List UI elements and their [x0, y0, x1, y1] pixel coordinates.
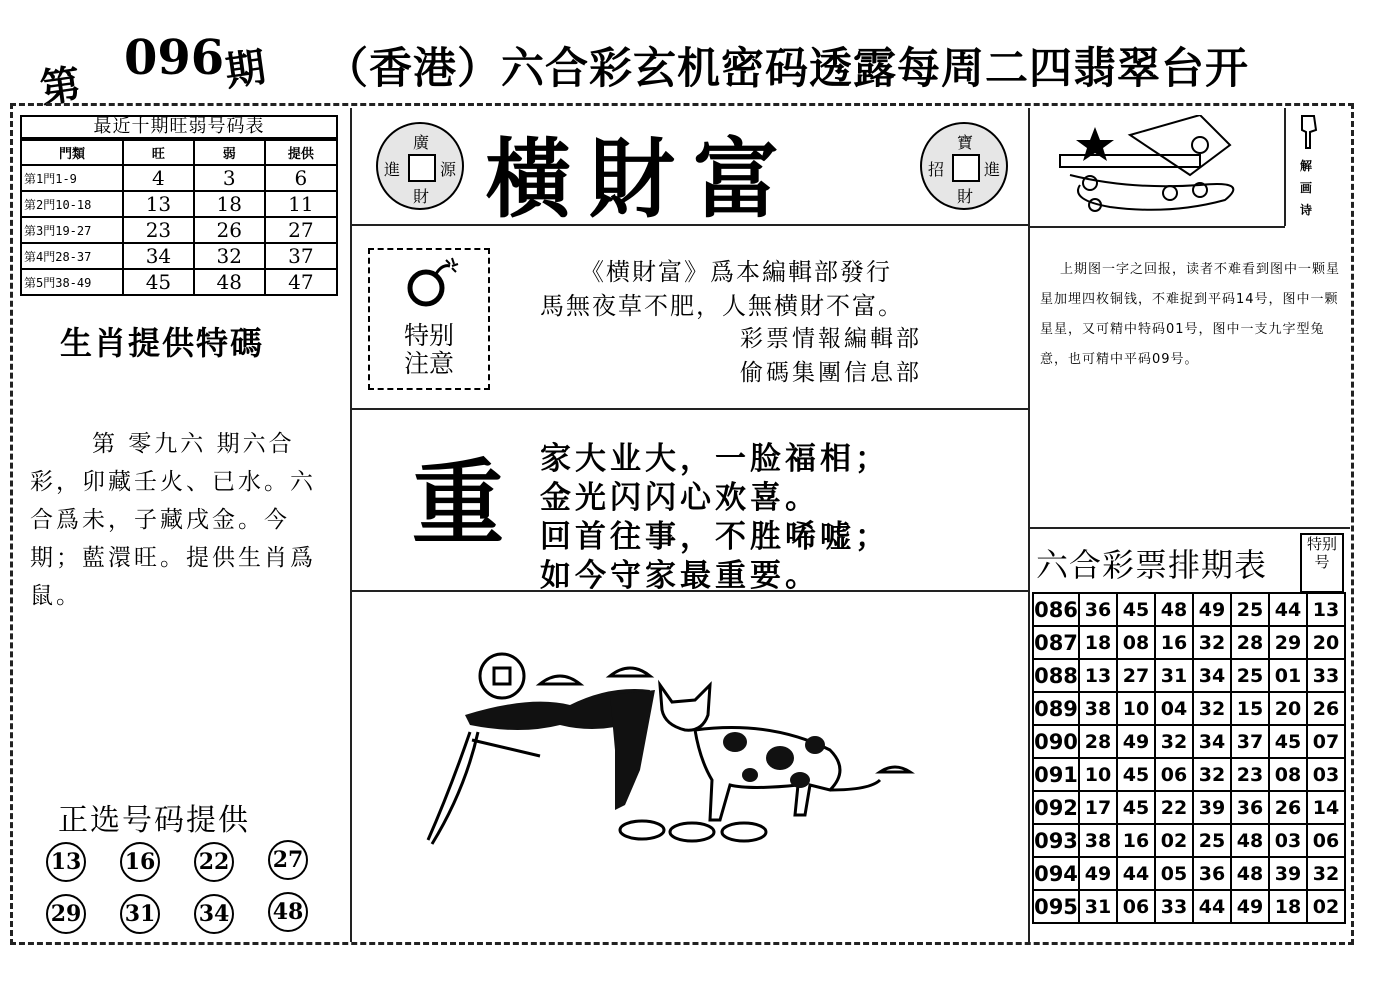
pointing-hand-icon — [1294, 112, 1322, 152]
table-row — [21, 191, 337, 217]
number-cell: 49 — [1193, 593, 1231, 626]
number-cell: 44 — [1117, 857, 1155, 890]
cell: 47 — [265, 269, 337, 295]
issue-number: 096 — [124, 30, 225, 86]
divider — [1028, 108, 1030, 942]
cell: 6 — [265, 165, 337, 191]
pick-number-ball: 31 — [120, 894, 160, 934]
special-number-cell: 03 — [1307, 758, 1345, 791]
number-cell: 32 — [1193, 758, 1231, 791]
number-cell: 22 — [1155, 791, 1193, 824]
number-cell: 37 — [1231, 725, 1269, 758]
number-cell: 25 — [1231, 659, 1269, 692]
column-header: 門類 — [21, 140, 123, 165]
number-cell: 34 — [1193, 659, 1231, 692]
notice-label — [368, 322, 490, 378]
right-coin-icon — [920, 122, 1008, 210]
divider — [1030, 527, 1350, 529]
issue-cell: 088 — [1033, 659, 1079, 692]
number-cell: 02 — [1155, 824, 1193, 857]
cell: 37 — [265, 243, 337, 269]
cell: 34 — [123, 243, 194, 269]
number-cell: 18 — [1079, 626, 1117, 659]
number-cell: 45 — [1117, 791, 1155, 824]
number-cell: 32 — [1193, 626, 1231, 659]
schedule-table — [1032, 592, 1346, 924]
notice-line: 馬無夜草不肥，人無横財不富。 — [540, 292, 904, 320]
number-cell: 04 — [1155, 692, 1193, 725]
number-cell: 48 — [1231, 857, 1269, 890]
cell: 11 — [265, 191, 337, 217]
column-header: 提供 — [265, 140, 337, 165]
number-cell: 26 — [1269, 791, 1307, 824]
cat-illustration — [410, 640, 930, 850]
zodiac-text: 第 零九六 期六合彩，卯藏壬火、已水。六合爲未，子藏戌金。今期；藍澴旺。提供生肖爲鼠。 — [30, 431, 316, 609]
number-cell: 44 — [1193, 890, 1231, 923]
number-cell: 27 — [1117, 659, 1155, 692]
notice-label-line: 注意 — [403, 349, 454, 378]
coin-char: 財 — [413, 187, 430, 206]
number-cell: 33 — [1155, 890, 1193, 923]
banner-title: 橫財富 — [485, 129, 797, 230]
coin-char: 寶 — [957, 133, 974, 152]
bomb-icon — [402, 254, 462, 310]
issue-cell: 095 — [1033, 890, 1079, 923]
table-row — [1033, 857, 1345, 890]
number-cell: 10 — [1117, 692, 1155, 725]
picks-title: 正选号码提供 — [58, 803, 250, 838]
page-title: （香港）六合彩玄机密码透露每周二四翡翠台开 — [325, 44, 1249, 94]
number-cell: 32 — [1193, 692, 1231, 725]
coin-char: 進 — [984, 160, 1001, 179]
special-number-cell: 02 — [1307, 890, 1345, 923]
issue-cell: 094 — [1033, 857, 1079, 890]
divider — [1030, 226, 1285, 228]
number-cell: 16 — [1155, 626, 1193, 659]
special-number-cell: 32 — [1307, 857, 1345, 890]
issue-cell: 092 — [1033, 791, 1079, 824]
number-cell: 39 — [1269, 857, 1307, 890]
divider — [352, 408, 1028, 410]
table-row — [21, 217, 337, 243]
issue-cell: 091 — [1033, 758, 1079, 791]
number-cell: 08 — [1117, 626, 1155, 659]
poem-line: 家大业大，一脸福相； — [540, 441, 890, 477]
number-cell: 17 — [1079, 791, 1117, 824]
number-cell: 44 — [1269, 593, 1307, 626]
number-cell: 45 — [1117, 758, 1155, 791]
table-row — [1033, 758, 1345, 791]
cell: 18 — [194, 191, 265, 217]
coin-char: 廣 — [413, 133, 430, 152]
number-cell: 06 — [1117, 890, 1155, 923]
number-cell: 38 — [1079, 692, 1117, 725]
divider — [1284, 108, 1286, 226]
number-cell: 08 — [1269, 758, 1307, 791]
table-row — [21, 269, 337, 295]
stats-table — [20, 139, 338, 296]
number-cell: 49 — [1117, 725, 1155, 758]
table-row — [1033, 890, 1345, 923]
row-label: 第2門10-18 — [21, 191, 123, 217]
issue-prefix: 第 — [37, 60, 84, 113]
number-cell: 29 — [1269, 626, 1307, 659]
cell: 32 — [194, 243, 265, 269]
number-cell: 01 — [1269, 659, 1307, 692]
pick-number-ball: 48 — [268, 892, 308, 932]
special-number-cell: 13 — [1307, 593, 1345, 626]
special-number-cell: 26 — [1307, 692, 1345, 725]
number-cell: 34 — [1193, 725, 1231, 758]
special-number-label — [1300, 535, 1344, 571]
row-label: 第3門19-27 — [21, 217, 123, 243]
table-row — [21, 165, 337, 191]
number-cell: 38 — [1079, 824, 1117, 857]
number-cell: 31 — [1155, 659, 1193, 692]
pick-number-ball: 13 — [46, 842, 86, 882]
poem-big-character: 重 — [412, 450, 505, 557]
number-cell: 20 — [1269, 692, 1307, 725]
table-row — [1033, 593, 1345, 626]
issue-cell: 087 — [1033, 626, 1079, 659]
column-header: 旺 — [123, 140, 194, 165]
coin-char: 財 — [957, 187, 974, 206]
left-coin-icon — [376, 122, 464, 210]
number-cell: 36 — [1231, 791, 1269, 824]
table-header-row — [21, 140, 337, 165]
number-cell: 32 — [1155, 725, 1193, 758]
puzzle-illustration — [1050, 115, 1280, 220]
divider — [350, 108, 352, 942]
number-cell: 28 — [1079, 725, 1117, 758]
pick-number-ball: 34 — [194, 894, 234, 934]
number-cell: 31 — [1079, 890, 1117, 923]
cell: 13 — [123, 191, 194, 217]
issue-suffix: 期 — [222, 43, 269, 96]
number-cell: 13 — [1079, 659, 1117, 692]
notice-line: 偷碼集團信息部 — [740, 360, 922, 386]
number-cell: 45 — [1117, 593, 1155, 626]
number-cell: 06 — [1155, 758, 1193, 791]
pick-number-ball: 27 — [268, 840, 308, 880]
table-row — [1033, 626, 1345, 659]
pick-number-ball: 22 — [194, 842, 234, 882]
number-cell: 49 — [1231, 890, 1269, 923]
hint-text: 上期图一字之回报，读者不难看到图中一颗星星加埋四枚铜钱，不难捉到平码14号，图中一颗星星，又可精中特码01号，图中一支九字型兔意，也可精中平码09号。 — [1040, 262, 1341, 367]
special-number-cell: 33 — [1307, 659, 1345, 692]
number-cell: 36 — [1193, 857, 1231, 890]
number-cell: 48 — [1231, 824, 1269, 857]
number-cell: 28 — [1231, 626, 1269, 659]
schedule-title: 六合彩票排期表 — [1036, 546, 1268, 584]
table-row — [1033, 692, 1345, 725]
row-label: 第1門1-9 — [21, 165, 123, 191]
special-label-line: 号 — [1314, 553, 1330, 571]
number-cell: 25 — [1193, 824, 1231, 857]
cell: 3 — [194, 165, 265, 191]
row-label: 第5門38-49 — [21, 269, 123, 295]
table-row — [1033, 824, 1345, 857]
coin-char: 源 — [440, 160, 457, 179]
notice-line: 彩票情報編輯部 — [740, 326, 922, 352]
coin-char: 進 — [384, 160, 401, 179]
poem-line: 回首往事，不胜唏嘘； — [540, 519, 890, 555]
cell: 4 — [123, 165, 194, 191]
issue-cell: 086 — [1033, 593, 1079, 626]
number-cell: 45 — [1269, 725, 1307, 758]
number-cell: 18 — [1269, 890, 1307, 923]
table-row — [1033, 791, 1345, 824]
issue-cell: 089 — [1033, 692, 1079, 725]
number-cell: 25 — [1231, 593, 1269, 626]
notice-label-line: 特别 — [403, 321, 454, 350]
row-label: 第4門28-37 — [21, 243, 123, 269]
zodiac-title: 生肖提供特碼 — [60, 324, 265, 362]
column-header: 弱 — [194, 140, 265, 165]
cell: 48 — [194, 269, 265, 295]
cell: 26 — [194, 217, 265, 243]
cell: 27 — [265, 217, 337, 243]
poem-line: 金光闪闪心欢喜。 — [540, 480, 820, 516]
special-number-cell: 07 — [1307, 725, 1345, 758]
number-cell: 39 — [1193, 791, 1231, 824]
stats-table-title: 最近十期旺弱号码表 — [20, 115, 338, 139]
number-cell: 05 — [1155, 857, 1193, 890]
poem-line: 如今守家最重要。 — [540, 558, 820, 594]
special-number-cell: 20 — [1307, 626, 1345, 659]
coin-char: 招 — [928, 160, 945, 179]
number-cell: 23 — [1231, 758, 1269, 791]
number-cell: 15 — [1231, 692, 1269, 725]
special-number-cell: 06 — [1307, 824, 1345, 857]
number-cell: 10 — [1079, 758, 1117, 791]
pick-number-ball: 29 — [46, 894, 86, 934]
table-row — [1033, 725, 1345, 758]
table-row — [1033, 659, 1345, 692]
pick-number-ball: 16 — [120, 842, 160, 882]
number-cell: 36 — [1079, 593, 1117, 626]
number-cell: 16 — [1117, 824, 1155, 857]
table-row — [21, 243, 337, 269]
cell: 45 — [123, 269, 194, 295]
issue-cell: 090 — [1033, 725, 1079, 758]
number-cell: 03 — [1269, 824, 1307, 857]
special-number-cell: 14 — [1307, 791, 1345, 824]
special-label-line: 特别 — [1306, 535, 1337, 553]
cell: 23 — [123, 217, 194, 243]
number-cell: 48 — [1155, 593, 1193, 626]
issue-cell: 093 — [1033, 824, 1079, 857]
number-cell: 49 — [1079, 857, 1117, 890]
puzzle-label: 解画诗 — [1299, 159, 1312, 217]
notice-line: 《横財富》爲本編輯部發行 — [580, 258, 892, 286]
